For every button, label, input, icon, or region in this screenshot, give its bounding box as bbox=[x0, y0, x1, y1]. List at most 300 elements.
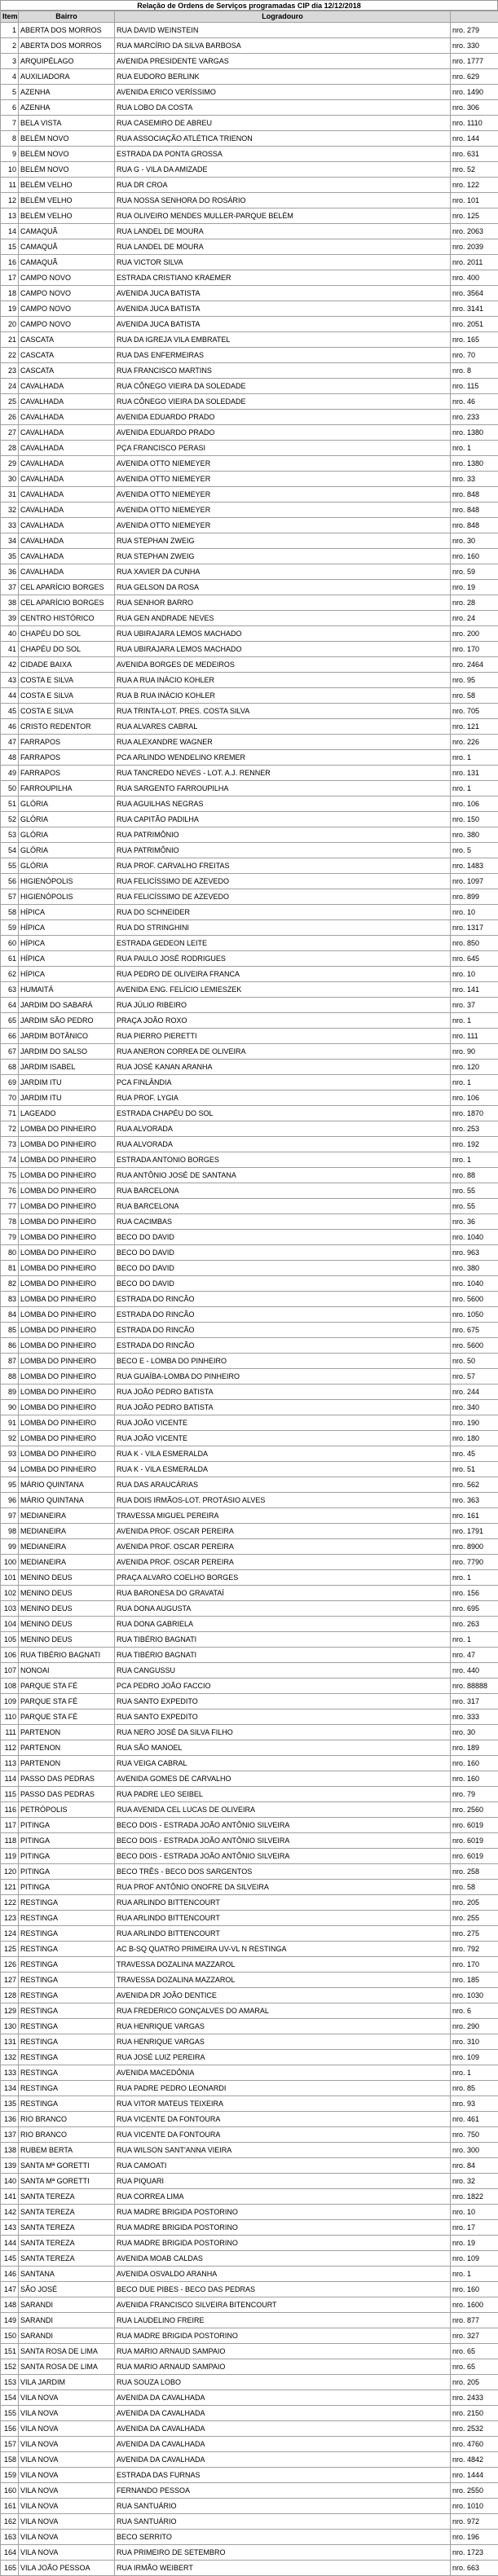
cell-bairro: PARTENON bbox=[19, 1740, 115, 1756]
cell-item: 26 bbox=[1, 410, 19, 425]
cell-logradouro: AVENIDA GOMES DE CARVALHO bbox=[115, 1771, 451, 1787]
cell-item: 103 bbox=[1, 1601, 19, 1617]
cell-logradouro: RUA STEPHAN ZWEIG bbox=[115, 533, 451, 549]
cell-logradouro: RUA LANDEL DE MOURA bbox=[115, 239, 451, 255]
cell-logradouro: RUA MADRE BRIGIDA POSTORINO bbox=[115, 2236, 451, 2251]
table-row bbox=[1, 301, 498, 317]
cell-item: 125 bbox=[1, 1942, 19, 1957]
cell-item: 80 bbox=[1, 1245, 19, 1261]
cell-nro: nro. 106 bbox=[451, 1091, 498, 1106]
cell-item: 123 bbox=[1, 1911, 19, 1926]
table-row bbox=[1, 1276, 498, 1292]
table-row bbox=[1, 2003, 498, 2019]
cell-bairro: LOMBA DO PINHEIRO bbox=[19, 1292, 115, 1307]
cell-bairro: VILA NOVA bbox=[19, 2530, 115, 2545]
cell-bairro: SARANDI bbox=[19, 2328, 115, 2344]
cell-logradouro: RUA ALVORADA bbox=[115, 1121, 451, 1137]
cell-nro: nro. 675 bbox=[451, 1323, 498, 1338]
cell-item: 165 bbox=[1, 2561, 19, 2576]
cell-bairro: BELÉM NOVO bbox=[19, 147, 115, 162]
cell-item: 66 bbox=[1, 1029, 19, 1044]
cell-logradouro: AVENIDA PROF. OSCAR PEREIRA bbox=[115, 1539, 451, 1555]
cell-nro: nro. 400 bbox=[451, 270, 498, 286]
cell-logradouro: ESTRADA DO RINCÃO bbox=[115, 1292, 451, 1307]
table-row bbox=[1, 2328, 498, 2344]
cell-bairro: CHAPÉU DO SOL bbox=[19, 626, 115, 642]
cell-bairro: CAVALHADA bbox=[19, 425, 115, 441]
cell-nro: nro. 645 bbox=[451, 951, 498, 967]
table-row bbox=[1, 1152, 498, 1168]
cell-nro: nro. 6019 bbox=[451, 1818, 498, 1833]
cell-bairro: PARTENON bbox=[19, 1725, 115, 1740]
table-row bbox=[1, 766, 498, 781]
table-row bbox=[1, 2483, 498, 2499]
cell-item: 71 bbox=[1, 1106, 19, 1121]
cell-nro: nro. 19 bbox=[451, 2236, 498, 2251]
cell-item: 96 bbox=[1, 1493, 19, 1508]
cell-bairro: PARQUE STA FÉ bbox=[19, 1679, 115, 1694]
cell-logradouro: BECO DO DAVID bbox=[115, 1245, 451, 1261]
cell-logradouro: RUA LANDEL DE MOURA bbox=[115, 224, 451, 239]
cell-nro: nro. 1 bbox=[451, 781, 498, 796]
cell-bairro: LOMBA DO PINHEIRO bbox=[19, 1214, 115, 1230]
cell-nro: nro. 695 bbox=[451, 1601, 498, 1617]
table-row bbox=[1, 2081, 498, 2096]
cell-bairro: CASCATA bbox=[19, 332, 115, 348]
cell-logradouro: BECO DO DAVID bbox=[115, 1276, 451, 1292]
table-row bbox=[1, 425, 498, 441]
table-row bbox=[1, 131, 498, 147]
cell-nro: nro. 106 bbox=[451, 796, 498, 812]
table-row bbox=[1, 2205, 498, 2220]
cell-bairro: RESTINGA bbox=[19, 1973, 115, 1988]
cell-bairro: SANTA TEREZA bbox=[19, 2189, 115, 2205]
cell-item: 118 bbox=[1, 1833, 19, 1849]
cell-item: 12 bbox=[1, 193, 19, 208]
cell-bairro: LOMBA DO PINHEIRO bbox=[19, 1462, 115, 1477]
cell-logradouro: AVENIDA DA CAVALHADA bbox=[115, 2437, 451, 2452]
cell-logradouro: AVENIDA EDUARDO PRADO bbox=[115, 410, 451, 425]
cell-bairro: MEDIANEIRA bbox=[19, 1524, 115, 1539]
table-row bbox=[1, 1663, 498, 1679]
cell-nro: nro. 848 bbox=[451, 487, 498, 502]
table-row bbox=[1, 719, 498, 735]
cell-bairro: RESTINGA bbox=[19, 1942, 115, 1957]
cell-item: 57 bbox=[1, 889, 19, 905]
cell-item: 106 bbox=[1, 1648, 19, 1663]
table-row bbox=[1, 1493, 498, 1508]
cell-bairro: LOMBA DO PINHEIRO bbox=[19, 1323, 115, 1338]
sheet-title: Relação de Ordens de Serviços programadas CIP dia 12/12/2018 bbox=[0, 0, 498, 11]
table-row bbox=[1, 116, 498, 131]
table-row bbox=[1, 317, 498, 332]
cell-item: 140 bbox=[1, 2174, 19, 2189]
table-row bbox=[1, 1818, 498, 1833]
cell-logradouro: RUA CAMOATI bbox=[115, 2158, 451, 2174]
cell-bairro: MENINO DEUS bbox=[19, 1617, 115, 1632]
cell-bairro: LOMBA DO PINHEIRO bbox=[19, 1338, 115, 1354]
cell-nro: nro. 1317 bbox=[451, 920, 498, 936]
cell-item: 152 bbox=[1, 2359, 19, 2375]
cell-logradouro: RUA MARCÍRIO DA SILVA BARBOSA bbox=[115, 38, 451, 54]
cell-item: 1 bbox=[1, 23, 19, 38]
cell-logradouro: AVENIDA MOAB CALDAS bbox=[115, 2251, 451, 2267]
cell-nro: nro. 363 bbox=[451, 1493, 498, 1508]
cell-item: 127 bbox=[1, 1973, 19, 1988]
cell-logradouro: RUA OLIVEIRO MENDES MULLER-PARQUE BELÉM bbox=[115, 208, 451, 224]
table-row bbox=[1, 1802, 498, 1818]
cell-nro: nro. 95 bbox=[451, 673, 498, 688]
table-row bbox=[1, 69, 498, 85]
cell-logradouro: RUA MADRE BRIGIDA POSTORINO bbox=[115, 2205, 451, 2220]
cell-nro: nro. 1 bbox=[451, 750, 498, 766]
table-row bbox=[1, 2174, 498, 2189]
cell-nro: nro. 380 bbox=[451, 1261, 498, 1276]
cell-logradouro: ESTRADA CRISTIANO KRAEMER bbox=[115, 270, 451, 286]
table-row bbox=[1, 1415, 498, 1431]
table-row bbox=[1, 781, 498, 796]
cell-logradouro: AVENIDA ENG. FELÍCIO LEMIESZEK bbox=[115, 982, 451, 998]
cell-nro: nro. 333 bbox=[451, 1709, 498, 1725]
cell-nro: nro. 1 bbox=[451, 1570, 498, 1586]
cell-logradouro: RUA FREDERICO GONÇALVES DO AMARAL bbox=[115, 2003, 451, 2019]
cell-bairro: PETRÓPOLIS bbox=[19, 1802, 115, 1818]
table-row bbox=[1, 2096, 498, 2112]
cell-item: 132 bbox=[1, 2050, 19, 2065]
cell-bairro: JARDIM ITU bbox=[19, 1075, 115, 1091]
cell-bairro: CAVALHADA bbox=[19, 379, 115, 394]
cell-nro: nro. 1010 bbox=[451, 2499, 498, 2514]
table-row bbox=[1, 2421, 498, 2437]
table-row bbox=[1, 2220, 498, 2236]
cell-logradouro: RUA VICENTE DA FONTOURA bbox=[115, 2127, 451, 2143]
cell-item: 56 bbox=[1, 874, 19, 889]
cell-logradouro: AVENIDA OTTO NIEMEYER bbox=[115, 518, 451, 533]
cell-nro: nro. 340 bbox=[451, 1400, 498, 1415]
cell-nro: nro. 5600 bbox=[451, 1338, 498, 1354]
cell-logradouro: RUA SANTUÁRIO bbox=[115, 2514, 451, 2530]
cell-logradouro: RUA ALVORADA bbox=[115, 1137, 451, 1152]
table-row bbox=[1, 2437, 498, 2452]
cell-logradouro: AVENIDA EDUARDO PRADO bbox=[115, 425, 451, 441]
table-row bbox=[1, 1740, 498, 1756]
cell-nro: nro. 1380 bbox=[451, 456, 498, 472]
table-row bbox=[1, 441, 498, 456]
cell-logradouro: RUA ARLINDO BITTENCOURT bbox=[115, 1911, 451, 1926]
table-row bbox=[1, 2034, 498, 2050]
cell-item: 31 bbox=[1, 487, 19, 502]
table-row bbox=[1, 2344, 498, 2359]
cell-item: 19 bbox=[1, 301, 19, 317]
cell-nro: nro. 1040 bbox=[451, 1276, 498, 1292]
cell-nro: nro. 233 bbox=[451, 410, 498, 425]
cell-nro: nro. 226 bbox=[451, 735, 498, 750]
cell-item: 137 bbox=[1, 2127, 19, 2143]
table-row bbox=[1, 1864, 498, 1880]
header-item: Item bbox=[1, 11, 19, 23]
cell-nro: nro. 55 bbox=[451, 1199, 498, 1214]
cell-logradouro: BECO DOIS - ESTRADA JOÃO ANTÔNIO SILVEIRA bbox=[115, 1833, 451, 1849]
table-row bbox=[1, 1385, 498, 1400]
cell-logradouro: ESTRADA CHAPÉU DO SOL bbox=[115, 1106, 451, 1121]
cell-item: 143 bbox=[1, 2220, 19, 2236]
cell-bairro: FARRAPOS bbox=[19, 766, 115, 781]
cell-logradouro: AVENIDA OTTO NIEMEYER bbox=[115, 502, 451, 518]
cell-item: 117 bbox=[1, 1818, 19, 1833]
cell-nro: nro. 2550 bbox=[451, 2483, 498, 2499]
table-row bbox=[1, 1400, 498, 1415]
cell-nro: nro. 2532 bbox=[451, 2421, 498, 2437]
cell-nro: nro. 189 bbox=[451, 1740, 498, 1756]
cell-logradouro: RUA ANERON CORREA DE OLIVEIRA bbox=[115, 1044, 451, 1060]
cell-logradouro: RUA GEN ANDRADE NEVES bbox=[115, 611, 451, 626]
cell-logradouro: RUA JOÃO VICENTE bbox=[115, 1431, 451, 1446]
cell-item: 154 bbox=[1, 2390, 19, 2406]
cell-item: 69 bbox=[1, 1075, 19, 1091]
table-row bbox=[1, 1338, 498, 1354]
cell-logradouro: RUA HENRIQUE VARGAS bbox=[115, 2034, 451, 2050]
table-row bbox=[1, 100, 498, 116]
cell-nro: nro. 1777 bbox=[451, 54, 498, 69]
cell-item: 141 bbox=[1, 2189, 19, 2205]
cell-logradouro: PCA FINLÂNDIA bbox=[115, 1075, 451, 1091]
cell-item: 81 bbox=[1, 1261, 19, 1276]
cell-bairro: ABERTA DOS MORROS bbox=[19, 23, 115, 38]
cell-nro: nro. 65 bbox=[451, 2359, 498, 2375]
table-row bbox=[1, 1121, 498, 1137]
cell-nro: nro. 46 bbox=[451, 394, 498, 410]
cell-item: 120 bbox=[1, 1864, 19, 1880]
cell-nro: nro. 2039 bbox=[451, 239, 498, 255]
cell-item: 88 bbox=[1, 1369, 19, 1385]
table-row bbox=[1, 162, 498, 178]
table-row bbox=[1, 208, 498, 224]
cell-item: 97 bbox=[1, 1508, 19, 1524]
cell-nro: nro. 562 bbox=[451, 1477, 498, 1493]
cell-item: 114 bbox=[1, 1771, 19, 1787]
cell-bairro: MENINO DEUS bbox=[19, 1570, 115, 1586]
table-row bbox=[1, 1245, 498, 1261]
cell-item: 160 bbox=[1, 2483, 19, 2499]
cell-item: 39 bbox=[1, 611, 19, 626]
cell-nro: nro. 30 bbox=[451, 533, 498, 549]
cell-bairro: LAGEADO bbox=[19, 1106, 115, 1121]
cell-item: 72 bbox=[1, 1121, 19, 1137]
cell-item: 7 bbox=[1, 116, 19, 131]
cell-item: 23 bbox=[1, 363, 19, 379]
cell-item: 10 bbox=[1, 162, 19, 178]
cell-logradouro: RUA TIBÉRIO BAGNATI bbox=[115, 1648, 451, 1663]
cell-item: 133 bbox=[1, 2065, 19, 2081]
table-row bbox=[1, 1183, 498, 1199]
cell-bairro: VILA NOVA bbox=[19, 2499, 115, 2514]
table-row bbox=[1, 982, 498, 998]
table-row bbox=[1, 1091, 498, 1106]
cell-bairro: PITINGA bbox=[19, 1864, 115, 1880]
cell-bairro: RESTINGA bbox=[19, 1926, 115, 1942]
header-bairro: Bairro bbox=[19, 11, 115, 23]
table-row bbox=[1, 23, 498, 38]
cell-bairro: LOMBA DO PINHEIRO bbox=[19, 1137, 115, 1152]
cell-nro: nro. 88 bbox=[451, 1168, 498, 1183]
cell-item: 51 bbox=[1, 796, 19, 812]
cell-item: 5 bbox=[1, 85, 19, 100]
cell-logradouro: ESTRADA ANTONIO BORGES bbox=[115, 1152, 451, 1168]
cell-logradouro: RUA DAS ENFERMEIRAS bbox=[115, 348, 451, 363]
cell-item: 151 bbox=[1, 2344, 19, 2359]
cell-nro: nro. 1110 bbox=[451, 116, 498, 131]
cell-bairro: RESTINGA bbox=[19, 2065, 115, 2081]
cell-bairro: RESTINGA bbox=[19, 2003, 115, 2019]
cell-item: 16 bbox=[1, 255, 19, 270]
cell-item: 101 bbox=[1, 1570, 19, 1586]
cell-bairro: FARRAPOS bbox=[19, 750, 115, 766]
cell-bairro: CAVALHADA bbox=[19, 549, 115, 564]
table-row bbox=[1, 1106, 498, 1121]
cell-nro: nro. 101 bbox=[451, 193, 498, 208]
cell-bairro: SANTA ROSA DE LIMA bbox=[19, 2359, 115, 2375]
cell-bairro: CEL APARÍCIO BORGES bbox=[19, 580, 115, 595]
cell-item: 131 bbox=[1, 2034, 19, 2050]
cell-logradouro: RUA CORREA LIMA bbox=[115, 2189, 451, 2205]
cell-logradouro: AVENIDA DA CAVALHADA bbox=[115, 2452, 451, 2468]
cell-logradouro: AVENIDA JUCA BATISTA bbox=[115, 317, 451, 332]
table-body bbox=[1, 23, 498, 2576]
cell-nro: nro. 380 bbox=[451, 827, 498, 843]
cell-bairro: CAVALHADA bbox=[19, 410, 115, 425]
cell-bairro: LOMBA DO PINHEIRO bbox=[19, 1276, 115, 1292]
table-row bbox=[1, 2406, 498, 2421]
cell-nro: nro. 963 bbox=[451, 1245, 498, 1261]
cell-logradouro: AVENIDA PROF. OSCAR PEREIRA bbox=[115, 1524, 451, 1539]
cell-nro: nro. 122 bbox=[451, 178, 498, 193]
cell-nro: nro. 5600 bbox=[451, 1292, 498, 1307]
table-row bbox=[1, 688, 498, 704]
cell-nro: nro. 121 bbox=[451, 719, 498, 735]
cell-nro: nro. 275 bbox=[451, 1926, 498, 1942]
cell-item: 146 bbox=[1, 2267, 19, 2282]
table-row bbox=[1, 2375, 498, 2390]
cell-item: 145 bbox=[1, 2251, 19, 2267]
table-row bbox=[1, 2251, 498, 2267]
cell-item: 9 bbox=[1, 147, 19, 162]
table-row bbox=[1, 2561, 498, 2576]
cell-bairro: PARQUE STA FÉ bbox=[19, 1709, 115, 1725]
cell-nro: nro. 90 bbox=[451, 1044, 498, 1060]
cell-item: 54 bbox=[1, 843, 19, 858]
cell-item: 64 bbox=[1, 998, 19, 1013]
cell-bairro: RESTINGA bbox=[19, 1911, 115, 1926]
cell-bairro: VILA JARDIM bbox=[19, 2375, 115, 2390]
cell-bairro: SARANDI bbox=[19, 2297, 115, 2313]
cell-item: 104 bbox=[1, 1617, 19, 1632]
table-row bbox=[1, 549, 498, 564]
table-row bbox=[1, 1648, 498, 1663]
table-row bbox=[1, 1230, 498, 1245]
cell-nro: nro. 7790 bbox=[451, 1555, 498, 1570]
cell-bairro: HÍPICA bbox=[19, 936, 115, 951]
cell-bairro: HIGIENÓPOLIS bbox=[19, 889, 115, 905]
cell-nro: nro. 170 bbox=[451, 642, 498, 657]
cell-bairro: CAMAQUÃ bbox=[19, 224, 115, 239]
cell-item: 43 bbox=[1, 673, 19, 688]
cell-nro: nro. 4760 bbox=[451, 2437, 498, 2452]
cell-item: 33 bbox=[1, 518, 19, 533]
cell-item: 108 bbox=[1, 1679, 19, 1694]
cell-bairro: RESTINGA bbox=[19, 2019, 115, 2034]
table-row bbox=[1, 1942, 498, 1957]
table-row bbox=[1, 518, 498, 533]
cell-nro: nro. 877 bbox=[451, 2313, 498, 2328]
cell-item: 130 bbox=[1, 2019, 19, 2034]
cell-item: 3 bbox=[1, 54, 19, 69]
cell-bairro: GLÓRIA bbox=[19, 812, 115, 827]
cell-bairro: PITINGA bbox=[19, 1880, 115, 1895]
cell-bairro: JARDIM ITU bbox=[19, 1091, 115, 1106]
cell-nro: nro. 850 bbox=[451, 936, 498, 951]
cell-nro: nro. 1 bbox=[451, 1013, 498, 1029]
cell-item: 153 bbox=[1, 2375, 19, 2390]
cell-logradouro: PCA PEDRO JOÃO FACCIO bbox=[115, 1679, 451, 1694]
cell-logradouro: RUA FELICÍSSIMO DE AZEVEDO bbox=[115, 889, 451, 905]
cell-nro: nro. 2051 bbox=[451, 317, 498, 332]
cell-item: 129 bbox=[1, 2003, 19, 2019]
cell-logradouro: RUA DONA AUGUSTA bbox=[115, 1601, 451, 1617]
table-row bbox=[1, 611, 498, 626]
cell-logradouro: ESTRADA DA PONTA GROSSA bbox=[115, 147, 451, 162]
cell-nro: nro. 2063 bbox=[451, 224, 498, 239]
cell-nro: nro. 1483 bbox=[451, 858, 498, 874]
cell-nro: nro. 156 bbox=[451, 1586, 498, 1601]
table-row bbox=[1, 1694, 498, 1709]
cell-bairro: CAVALHADA bbox=[19, 518, 115, 533]
table-row bbox=[1, 920, 498, 936]
table-row bbox=[1, 2297, 498, 2313]
cell-logradouro: RUA VICENTE DA FONTOURA bbox=[115, 2112, 451, 2127]
cell-item: 148 bbox=[1, 2297, 19, 2313]
cell-nro: nro. 972 bbox=[451, 2514, 498, 2530]
cell-logradouro: AVENIDA OSVALDO ARANHA bbox=[115, 2267, 451, 2282]
cell-logradouro: RUA SANTO EXPEDITO bbox=[115, 1694, 451, 1709]
table-row bbox=[1, 998, 498, 1013]
cell-bairro: SANTA TEREZA bbox=[19, 2236, 115, 2251]
cell-bairro: CASCATA bbox=[19, 363, 115, 379]
table-row bbox=[1, 1477, 498, 1493]
cell-item: 99 bbox=[1, 1539, 19, 1555]
cell-logradouro: RUA CANGUSSU bbox=[115, 1663, 451, 1679]
cell-logradouro: RUA K - VILA ESMERALDA bbox=[115, 1446, 451, 1462]
cell-nro: nro. 45 bbox=[451, 1446, 498, 1462]
cell-bairro: COSTA E SILVA bbox=[19, 673, 115, 688]
cell-nro: nro. 161 bbox=[451, 1508, 498, 1524]
cell-bairro: LOMBA DO PINHEIRO bbox=[19, 1168, 115, 1183]
cell-logradouro: RUA G - VILA DA AMIZADE bbox=[115, 162, 451, 178]
table-row bbox=[1, 1586, 498, 1601]
cell-item: 25 bbox=[1, 394, 19, 410]
cell-item: 90 bbox=[1, 1400, 19, 1415]
table-row bbox=[1, 2236, 498, 2251]
header-row bbox=[1, 11, 498, 23]
cell-nro: nro. 2560 bbox=[451, 1802, 498, 1818]
table-row bbox=[1, 1787, 498, 1802]
cell-logradouro: RUA SARGENTO FARROUPILHA bbox=[115, 781, 451, 796]
cell-nro: nro. 6019 bbox=[451, 1833, 498, 1849]
table-row bbox=[1, 1725, 498, 1740]
cell-nro: nro. 47 bbox=[451, 1648, 498, 1663]
cell-item: 59 bbox=[1, 920, 19, 936]
cell-nro: nro. 111 bbox=[451, 1029, 498, 1044]
cell-logradouro: RUA BARONESA DO GRAVATAÍ bbox=[115, 1586, 451, 1601]
